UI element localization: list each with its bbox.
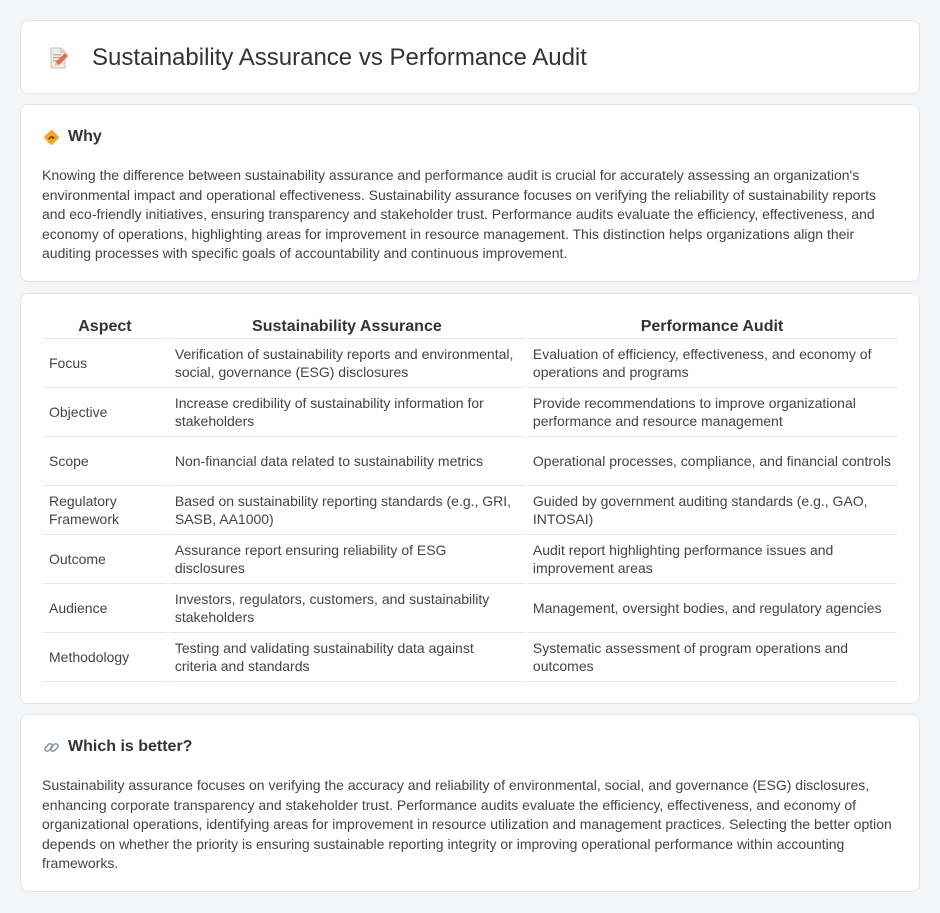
table-header-row [43, 315, 897, 339]
table-row [43, 388, 897, 437]
table-row [43, 486, 897, 535]
link-icon [43, 739, 60, 756]
document-pencil-icon [46, 46, 70, 70]
performance-audit-cell: Evaluation of efficiency, effectiveness, and economy of operations and programs [527, 339, 897, 388]
performance-audit-cell: Management, oversight bodies, and regulatory agencies [527, 584, 897, 633]
why-section [20, 104, 920, 282]
which-is-better-heading [43, 735, 192, 759]
page-title: Sustainability Assurance vs Performance Audit [92, 44, 587, 71]
which-is-better-text: Sustainability assurance focuses on verifying the accuracy and reliability of environmental, social, and governance (ESG) disclosures, enhancing corporate transparency and stakeholder trust. Performance audits evaluate the efficiency, effectiveness, and economy of organizational operations, identifying areas for improvement in resource utilization and management practices. Selecting the better option depends on whether the priority is ensuring sustainable reporting integrity or improving operational performance within accounting frameworks. [42, 777, 892, 871]
table-row [43, 437, 897, 486]
table-row [43, 633, 897, 682]
which-is-better-section [20, 714, 920, 892]
aspect-cell: Scope [43, 437, 167, 486]
table-row [43, 584, 897, 633]
column-header-sustainability-assurance: Sustainability Assurance [169, 315, 525, 339]
sustainability-assurance-cell: Investors, regulators, customers, and sustainability stakeholders [169, 584, 525, 633]
sustainability-assurance-cell: Non-financial data related to sustainability metrics [169, 437, 525, 486]
aspect-cell: Methodology [43, 633, 167, 682]
performance-audit-cell: Operational processes, compliance, and financial controls [527, 437, 897, 486]
table-row [43, 535, 897, 584]
sustainability-assurance-cell: Assurance report ensuring reliability of ESG disclosures [169, 535, 525, 584]
aspect-cell: Audience [43, 584, 167, 633]
why-title: Why [68, 128, 102, 145]
comparison-table [41, 315, 899, 682]
sustainability-assurance-cell: Verification of sustainability reports and environmental, social, governance (ESG) disclosures [169, 339, 525, 388]
aspect-cell: Focus [43, 339, 167, 388]
column-header-aspect: Aspect [43, 315, 167, 339]
aspect-cell: Objective [43, 388, 167, 437]
aspect-cell: Regulatory Framework [43, 486, 167, 535]
diamond-sign-icon [43, 129, 60, 146]
sustainability-assurance-cell: Based on sustainability reporting standards (e.g., GRI, SASB, AA1000) [169, 486, 525, 535]
comparison-card [20, 293, 920, 704]
which-is-better-title: Which is better? [68, 738, 193, 755]
header-card [20, 20, 920, 94]
performance-audit-cell: Systematic assessment of program operations and outcomes [527, 633, 897, 682]
why-heading [43, 125, 102, 149]
why-text: Knowing the difference between sustainability assurance and performance audit is crucial for accurately assessing an organization's environmental impact and operational effectiveness. Sustainability assurance focuses on verifying the reliability of sustainability reports and eco-friendly initiatives, ensuring transparency and stakeholder trust. Performance audits evaluate the efficiency, effectiveness, and economy of operations, highlighting areas for improvement in resource management. This distinction helps organizations align their auditing processes with specific goals of accountability and continuous improvement. [42, 167, 876, 261]
sustainability-assurance-cell: Increase credibility of sustainability information for stakeholders [169, 388, 525, 437]
aspect-cell: Outcome [43, 535, 167, 584]
performance-audit-cell: Provide recommendations to improve organizational performance and resource management [527, 388, 897, 437]
sustainability-assurance-cell: Testing and validating sustainability data against criteria and standards [169, 633, 525, 682]
performance-audit-cell: Guided by government auditing standards (e.g., GAO, INTOSAI) [527, 486, 897, 535]
table-row [43, 339, 897, 388]
column-header-performance-audit: Performance Audit [527, 315, 897, 339]
performance-audit-cell: Audit report highlighting performance issues and improvement areas [527, 535, 897, 584]
